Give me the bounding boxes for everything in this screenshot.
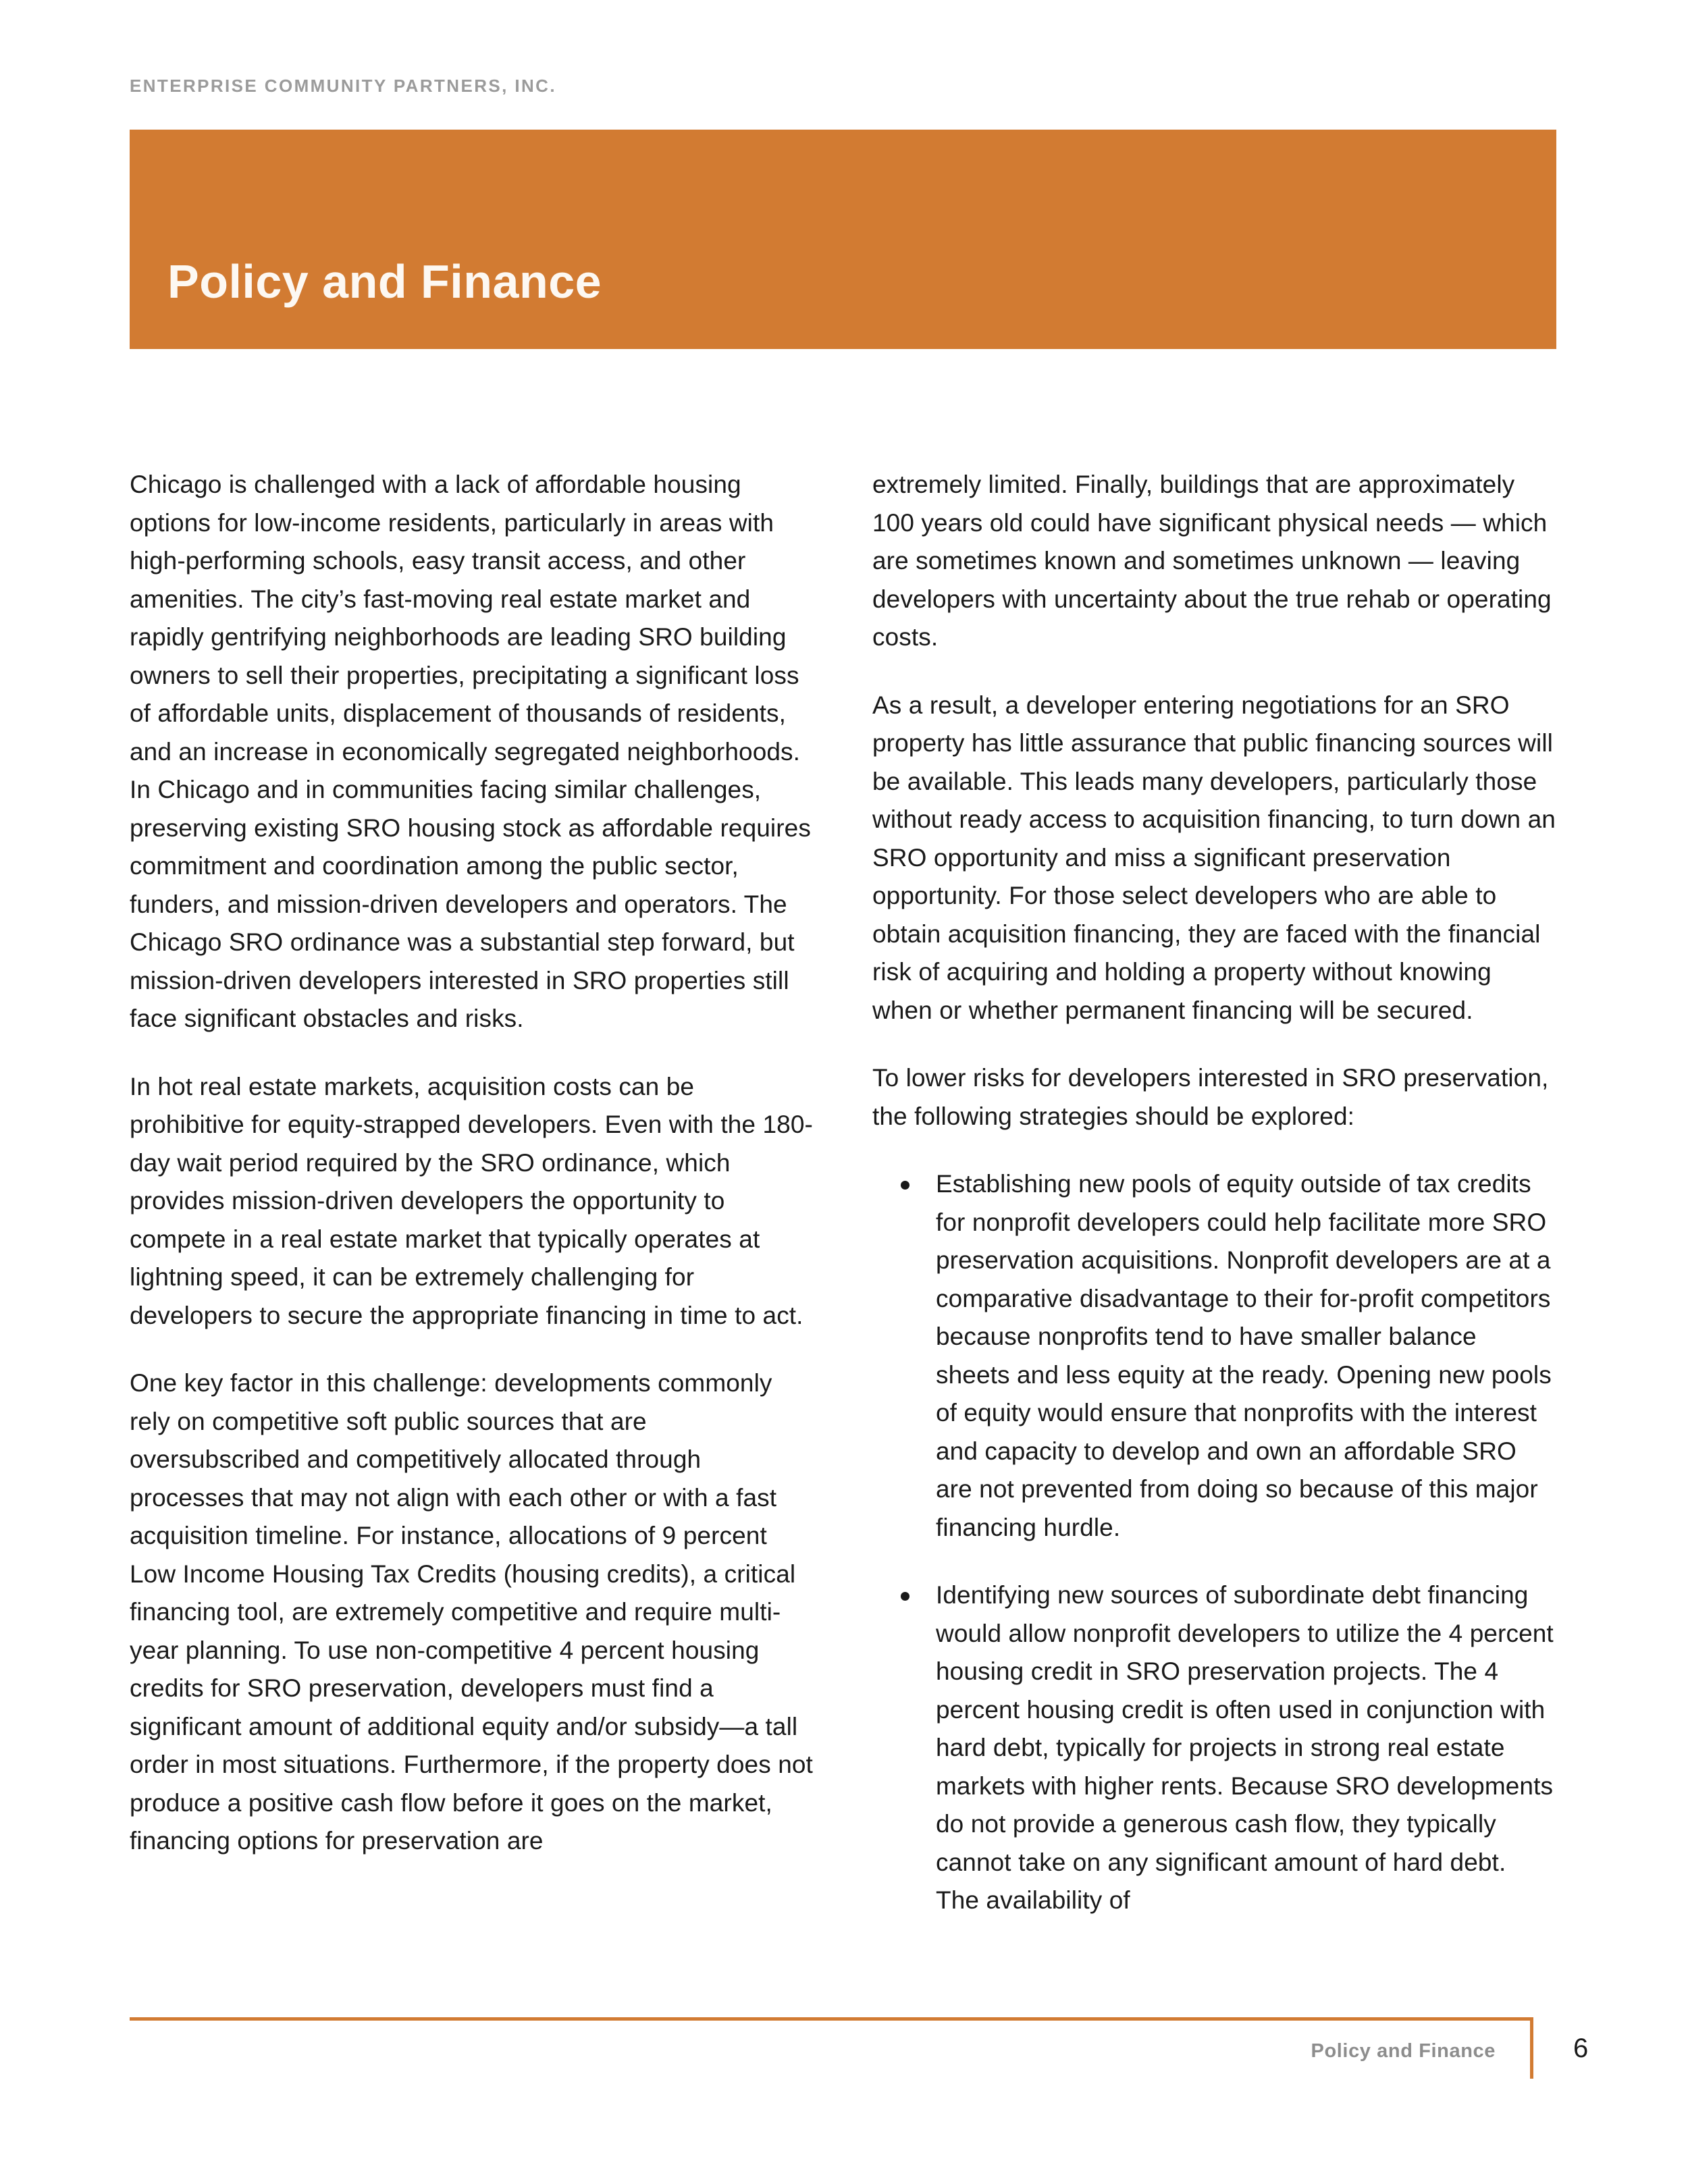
footer-rule [130, 2017, 1532, 2021]
chapter-banner [130, 130, 1556, 349]
footer-chapter-label: Policy and Finance [1311, 2040, 1496, 2062]
bullet-point-icon [901, 1181, 909, 1190]
paragraph: As a result, a developer entering negotiations for an SRO property has little assurance that public financing sources will be available. This leads many developers, particularly those without ready access to acquisition financing, to turn down an SRO opportunity and miss a significant preservation opportunity. For those select developers who are able to obtain acquisition financing, they are faced with the financial risk of acquiring and holding a property without knowing when or whether permanent financing will be secured. [872, 691, 1556, 1024]
paragraph: To lower risks for developers interested in SRO preservation, the following strategies should be explored: [872, 1064, 1549, 1130]
strategies-list [872, 1165, 1556, 1920]
running-head: ENTERPRISE COMMUNITY PARTNERS, INC. [130, 76, 556, 96]
paragraph: Chicago is challenged with a lack of affordable housing options for low-income residents, particularly in areas with high-performing schools, easy transit access, and other amenities. The city’s fast-moving real estate market and rapidly gentrifying neighborhoods are leading SRO building owners to sell their properties, precipitating a significant loss of affordable units, displacement of thousands of residents, and an increase in economically segregated neighborhoods. In Chicago and in communities facing similar challenges, preserving existing SRO housing stock as affordable requires commitment and coordination among the public sector, funders, and mission-driven developers and operators. The Chicago SRO ordinance was a substantial step forward, but mission-driven developers interested in SRO properties still face significant obstacles and risks. [130, 471, 811, 1032]
list-item-text: Identifying new sources of subordinate debt financing would allow nonprofit developers to utilize the 4 percent housing credit in SRO preservation projects. The 4 percent housing credit is often used in conjunction with hard debt, typically for projects in strong real estate markets with higher rents. Because SRO developments do not provide a generous cash flow, they typically cannot take on any significant amount of hard debt. The availability of [936, 1581, 1554, 1914]
right-column [872, 466, 1556, 1920]
footer-divider [1530, 2017, 1533, 2079]
page-title: Policy and Finance [167, 255, 602, 308]
list-item [872, 1165, 1556, 1547]
list-item-text: Establishing new pools of equity outside of tax credits for nonprofit developers could help facilitate more SRO preservation acquisitions. Nonprofit developers are at a comparative disadvantage to their for-profit competitors because nonprofits tend to have smaller balance sheets and less equity at the ready. Opening new pools of equity would ensure that nonprofits with the interest and capacity to develop and own an affordable SRO are not prevented from doing so because of this major financing hurdle. [936, 1170, 1552, 1541]
paragraph: In hot real estate markets, acquisition costs can be prohibitive for equity-strapped developers. Even with the 180-day wait period required by the SRO ordinance, which provides mission-driven developers the opportunity to compete in a real estate market that typically operates at lightning speed, it can be extremely challenging for developers to secure the appropriate financing in time to act. [130, 1072, 813, 1329]
bullet-point-icon [901, 1592, 909, 1601]
page-number: 6 [1573, 2033, 1589, 2063]
left-column [130, 466, 813, 1920]
paragraph: One key factor in this challenge: developments commonly rely on competitive soft public sources that are oversubscribed and competitively allocated through processes that may not align with each other or with a fast acquisition timeline. For instance, allocations of 9 percent Low Income Housing Tax Credits (housing credits), a critical financing tool, are extremely competitive and require multi-year planning. To use non-competitive 4 percent housing credits for SRO preservation, developers must find a significant amount of additional equity and/or subsidy—a tall order in most situations. Furthermore, if the property does not produce a positive cash flow before it goes on the market, financing options for preservation are [130, 1369, 813, 1855]
paragraph: extremely limited. Finally, buildings that are approximately 100 years old could have significant physical needs — which are sometimes known and sometimes unknown — leaving developers with uncertainty about the true rehab or operating costs. [872, 471, 1552, 651]
body-columns [130, 466, 1556, 1920]
list-item [872, 1576, 1556, 1920]
